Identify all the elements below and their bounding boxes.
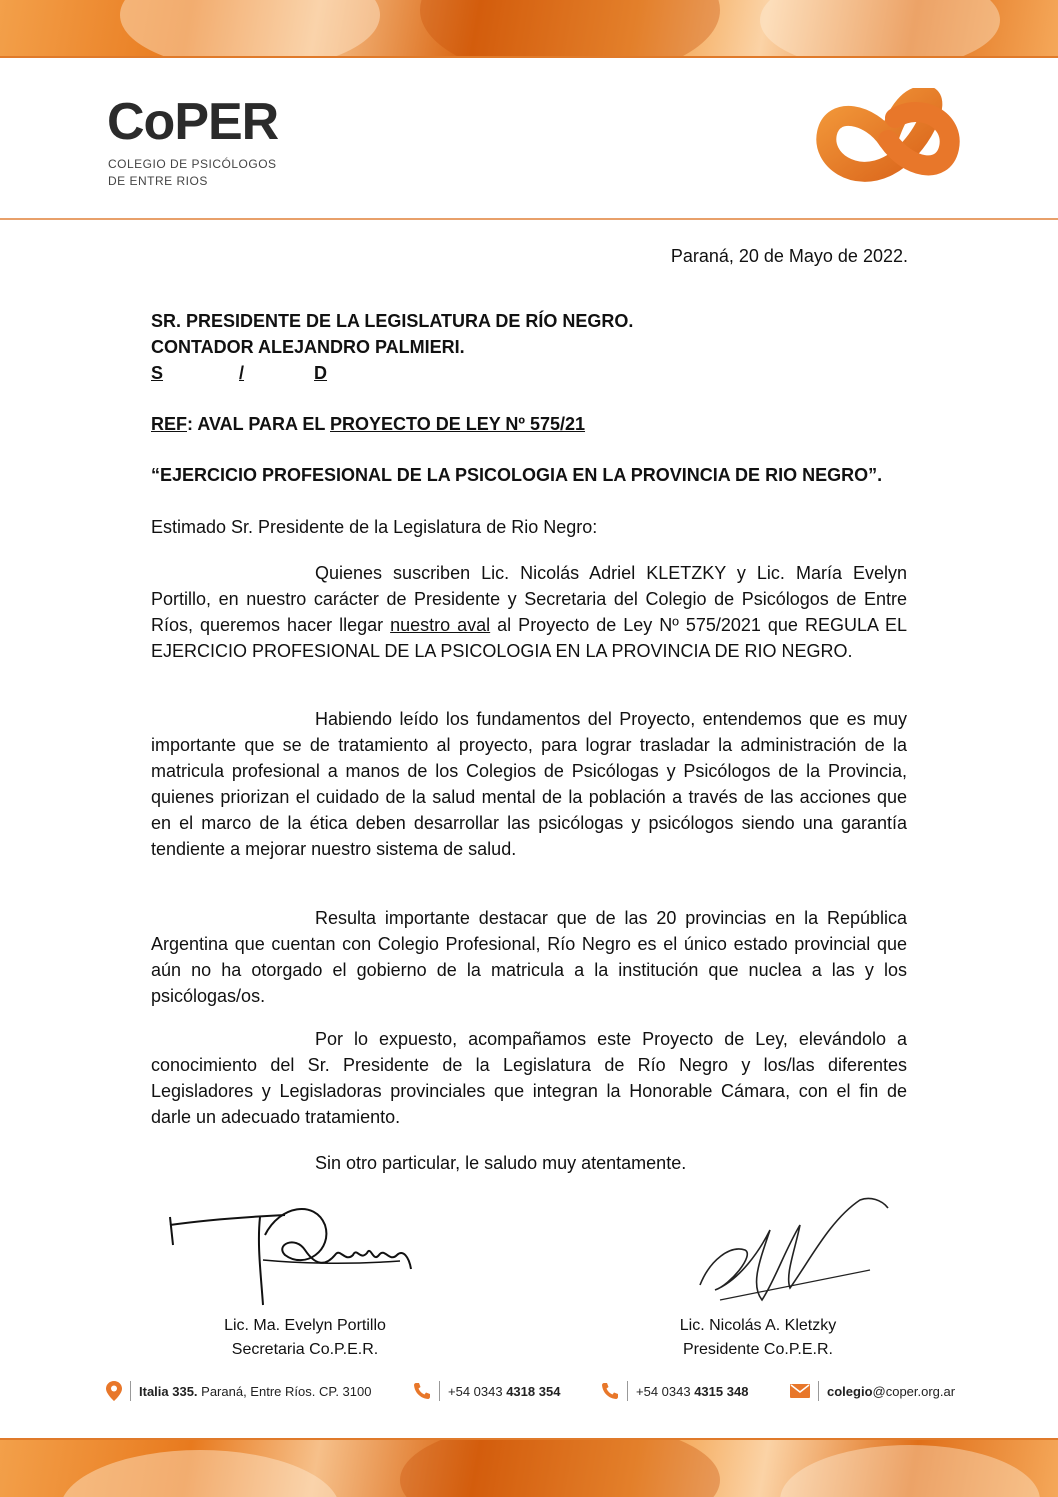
addressee-block — [151, 308, 907, 386]
top-band-line — [0, 56, 1058, 58]
signer-right-name: Lic. Nicolás A. Kletzky — [679, 1317, 837, 1334]
sd-line — [151, 360, 907, 386]
sd-d: D — [314, 363, 328, 383]
signer-left — [195, 1314, 415, 1362]
greeting: Estimado Sr. Presidente de la Legislatura de Rio Negro: — [151, 517, 598, 537]
logo-subtitle-line2: DE ENTRE RIOS — [108, 174, 208, 188]
addressee-line2: CONTADOR ALEJANDRO PALMIERI. — [151, 337, 465, 357]
paragraph-3: Resulta importante destacar que de las 20 provincias en la República Argentina que cuentan con Colegio Profesional, Río Negro es el único estado provincial que aún no ha otorgado el gobierno de la matricula a la institución que nuclea a las y los psicólogas/os. — [151, 908, 907, 1006]
logo-subtitle-line1: COLEGIO DE PSICÓLOGOS — [108, 157, 277, 171]
paragraph-1 — [151, 560, 907, 664]
location-pin-icon — [106, 1381, 122, 1401]
email-rest[interactable]: @coper.org.ar — [872, 1383, 956, 1399]
signer-left-role: Secretaria Co.P.E.R. — [231, 1341, 379, 1358]
address-bold: Italia 335. — [139, 1383, 198, 1399]
addressee-line1: SR. PRESIDENTE DE LA LEGISLATURA DE RÍO NEGRO. — [151, 311, 634, 331]
signer-right — [648, 1314, 868, 1362]
paragraph-4: Por lo expuesto, acompañamos este Proyecto de Ley, elevándolo a conocimiento del Sr. Presidente de la Legislatura de Río Negro y los/las diferentes Legisladores y Legisladoras provinciales que integran la Honorable Cámara, con el fin de darle un adecuado tratamiento. — [151, 1029, 907, 1127]
address-rest: Paraná, Entre Ríos. CP. 3100 — [197, 1383, 372, 1399]
email-bold[interactable]: colegio — [827, 1383, 873, 1399]
p1-before: Quienes suscriben Lic. Nicolás Adriel KLETZKY y Lic. María Evelyn Portillo, en nuestro carácter de Presidente y Secretaria del Colegio de Psicólogos de Entre Ríos, queremos hacer llegar — [151, 563, 907, 635]
phone2-number[interactable]: 4315 348 — [694, 1383, 749, 1399]
letter-date: Paraná, 20 de Mayo de 2022. — [670, 246, 908, 266]
footer-address — [106, 1380, 371, 1402]
signer-right-role: Presidente Co.P.E.R. — [682, 1341, 833, 1358]
paragraph-2: Habiendo leído los fundamentos del Proyecto, entendemos que es muy importante que se de tratamiento al proyecto, para lograr trasladar la administración de la matricula profesional a manos de los Colegios de Psicólogas y Psicólogos de la Provincia, quienes priorizan el cuidado de la salud mental de la población a través de las acciones que en el marco de la ética deben desarrollar las psicólogas y psicólogos siendo una garantía tendiente a mejorar nuestro sistema de salud. — [151, 709, 907, 859]
footer-phone-1 — [413, 1380, 560, 1402]
ref-middle: : AVAL PARA EL — [187, 414, 331, 434]
phone1-number[interactable]: 4318 354 — [506, 1383, 561, 1399]
p1-underlined: nuestro aval — [390, 615, 491, 635]
logo-wordmark: CoPER — [107, 93, 279, 151]
phone2-prefix[interactable]: +54 0343 — [636, 1383, 695, 1399]
signature-right — [690, 1190, 890, 1315]
phone-icon — [601, 1382, 619, 1400]
logo-subtitle — [108, 156, 277, 190]
header-divider — [0, 218, 1058, 220]
phone1-prefix[interactable]: +54 0343 — [448, 1383, 507, 1399]
p1-after: al Proyecto de Ley Nº 575/2021 que REGULA EL EJERCICIO PROFESIONAL DE LA PSICOLOGIA EN LA PROVINCIA DE RIO NEGRO. — [151, 615, 907, 661]
signer-left-name: Lic. Ma. Evelyn Portillo — [224, 1317, 386, 1334]
signature-left — [165, 1195, 420, 1310]
subject-line: “EJERCICIO PROFESIONAL DE LA PSICOLOGIA EN LA PROVINCIA DE RIO NEGRO”. — [151, 465, 883, 485]
footer-phone-2 — [601, 1380, 748, 1402]
sd-s: S — [151, 363, 164, 383]
footer-email — [790, 1380, 955, 1402]
sd-slash: / — [239, 363, 245, 383]
ref-label: REF — [151, 414, 187, 434]
ref-project: PROYECTO DE LEY Nº 575/21 — [330, 414, 586, 434]
infinity-heart-logo-icon — [815, 88, 961, 192]
phone-icon — [413, 1382, 431, 1400]
envelope-icon — [790, 1384, 810, 1398]
bottom-decorative-band — [0, 1440, 1058, 1497]
closing-line: Sin otro particular, le saludo muy atentamente. — [315, 1153, 687, 1173]
reference-line — [151, 411, 907, 437]
top-decorative-band — [0, 0, 1058, 56]
